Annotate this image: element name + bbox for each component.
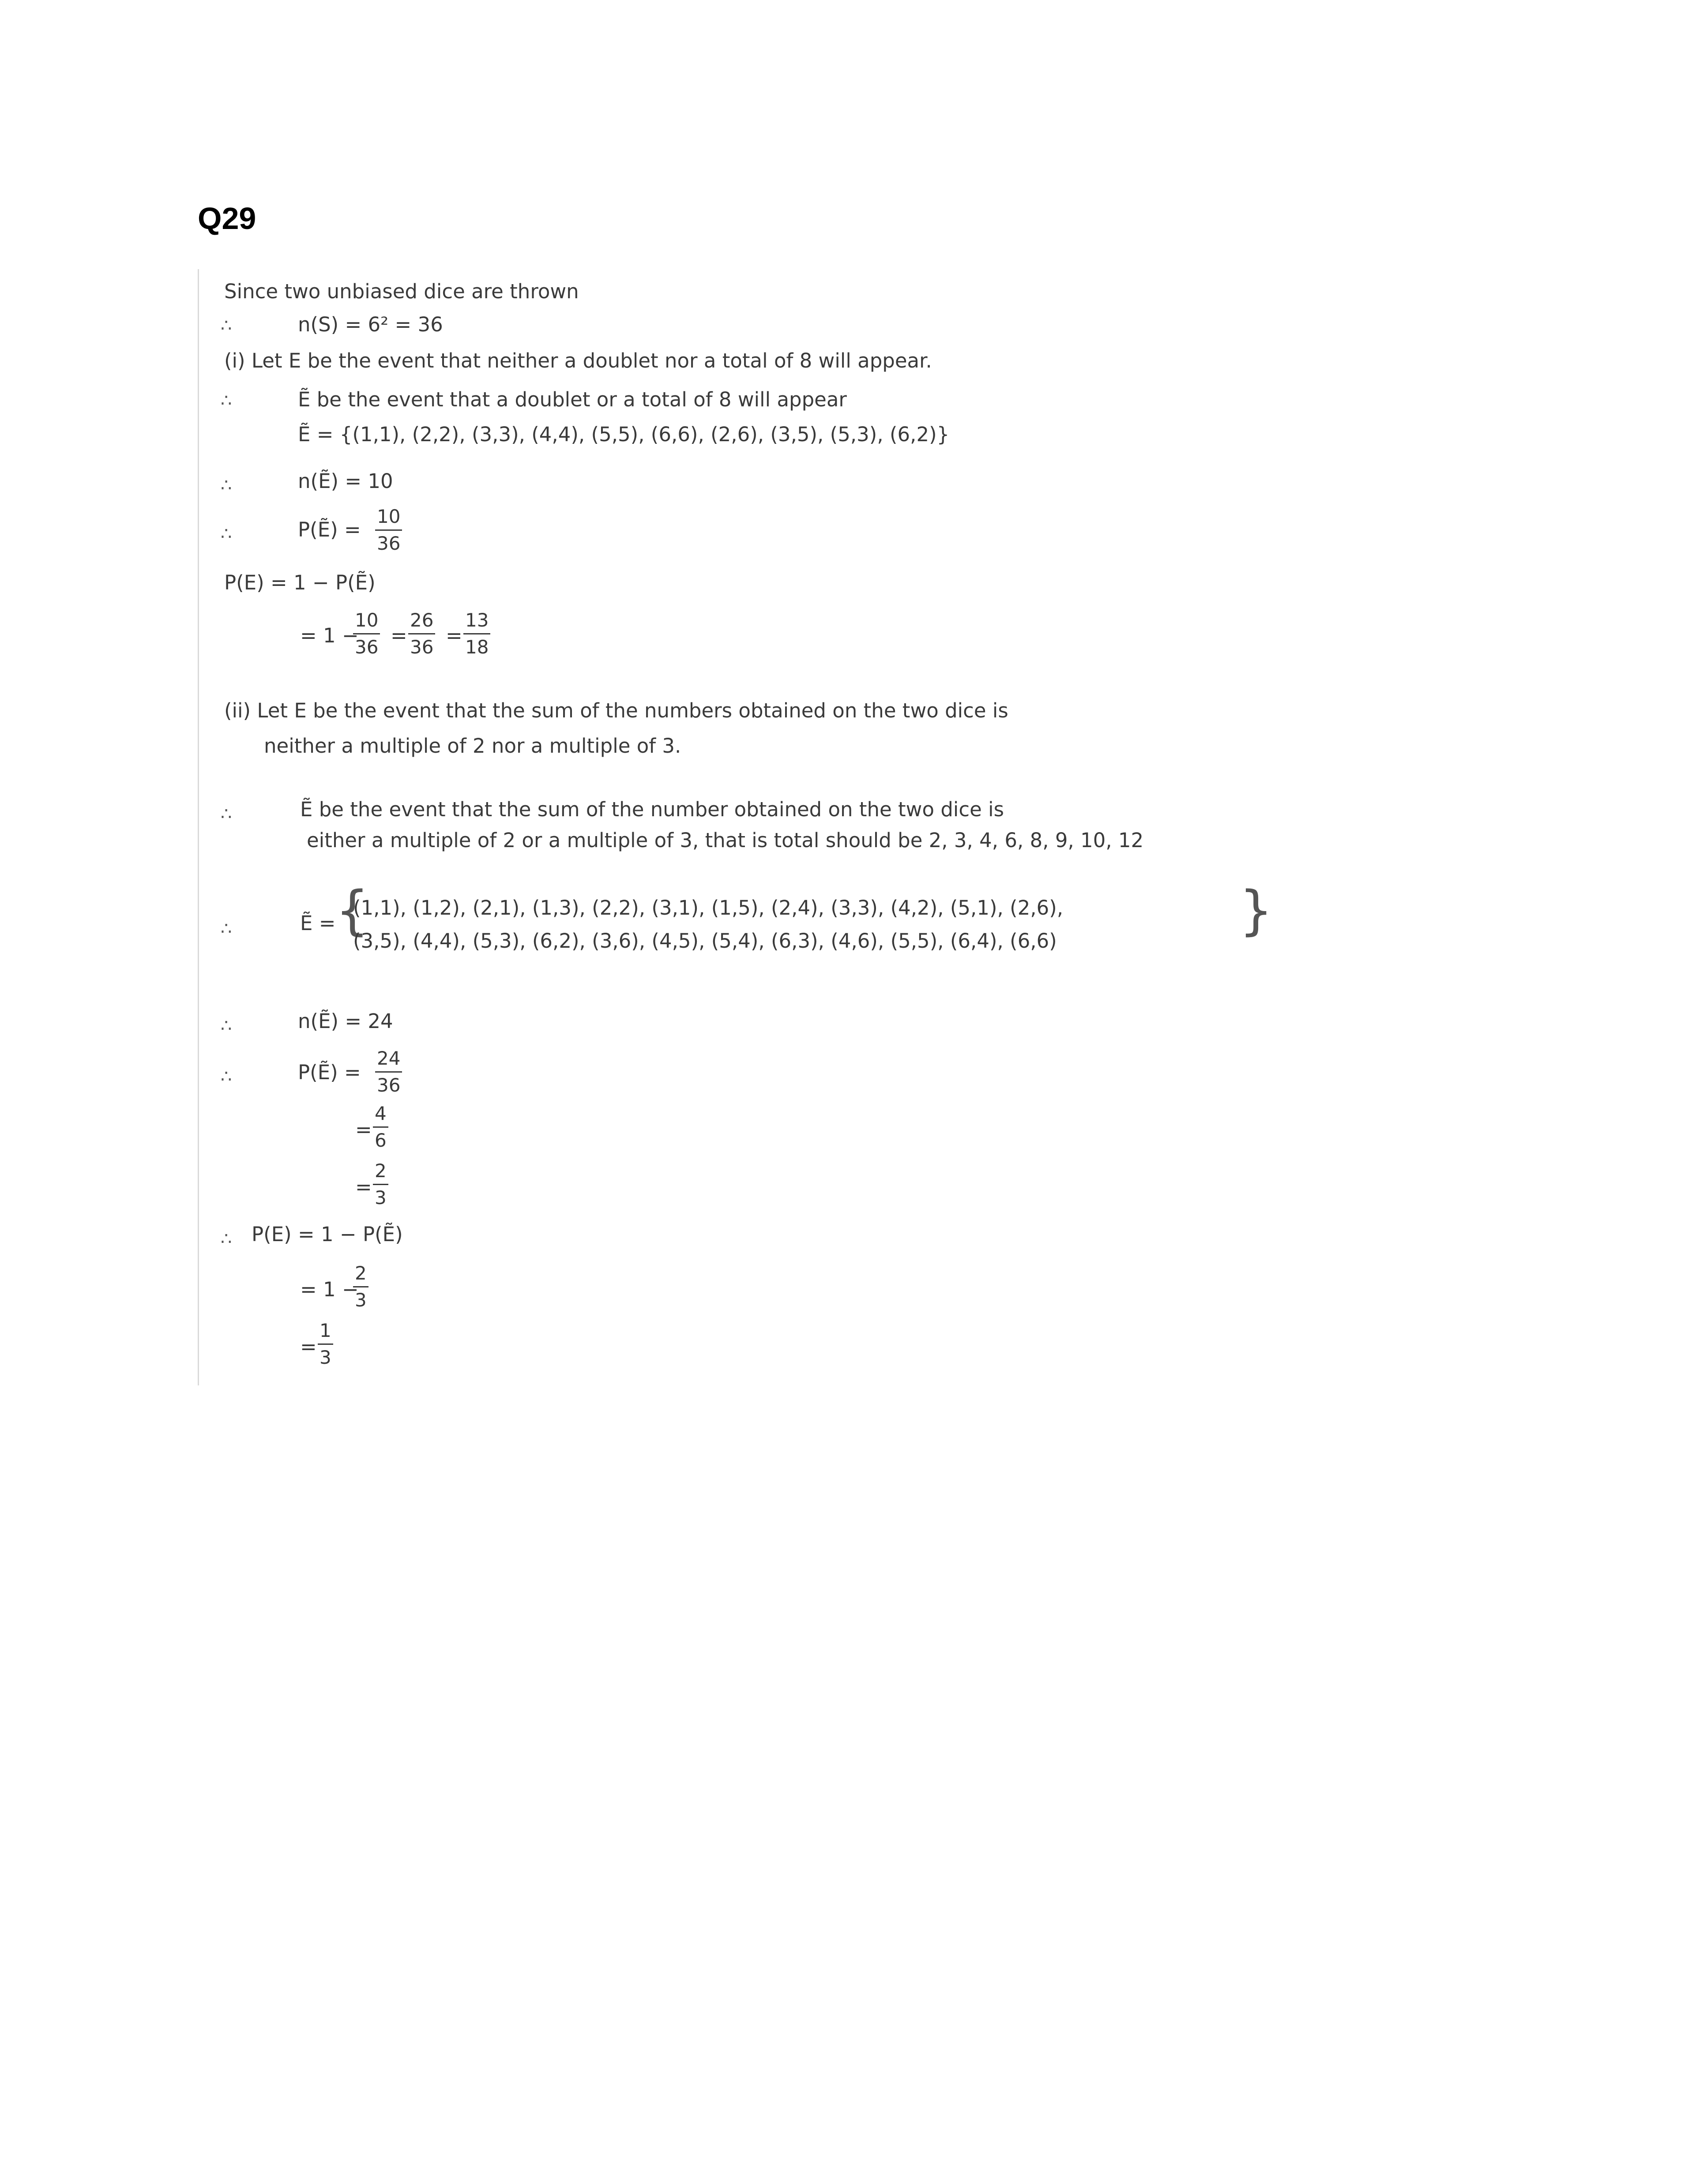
fraction <box>353 1264 368 1310</box>
sample-space-size: n(S) = 6² = 36 <box>298 313 443 336</box>
part2-p-complement-lhs: P(Ẽ) = <box>298 1061 361 1084</box>
fraction <box>375 507 402 553</box>
fraction <box>375 1049 402 1095</box>
part2-set-row2: (3,5), (4,4), (5,3), (6,2), (3,6), (4,5), (5,4), (6,3), (4,6), (5,5), (6,4), (6,6) <box>353 929 1057 953</box>
part1-n-complement: n(Ẽ) = 10 <box>298 469 393 493</box>
therefore-symbol: ∴ <box>221 804 232 824</box>
question-label: Q29 <box>198 201 256 236</box>
calc-prefix: = 1 − <box>300 624 359 647</box>
calc-prefix: = 1 − <box>300 1278 359 1301</box>
fraction <box>353 611 380 657</box>
intro-text: Since two unbiased dice are thrown <box>224 280 579 303</box>
denominator: 3 <box>318 1343 333 1367</box>
part2-complement-lhs: Ẽ = <box>300 912 336 935</box>
part1-complement-set: Ẽ = {(1,1), (2,2), (3,3), (4,4), (5,5), (6,6), (2,6), (3,5), (5,3), (6,2)} <box>298 423 950 446</box>
therefore-symbol: ∴ <box>221 390 232 411</box>
fraction <box>318 1321 333 1367</box>
numerator: 2 <box>355 1262 367 1284</box>
therefore-symbol: ∴ <box>221 1229 232 1249</box>
denominator: 36 <box>375 1071 402 1095</box>
denominator: 36 <box>375 529 402 553</box>
part2-complement-definition-line1: Ẽ be the event that the sum of the number obtained on the two dice is <box>300 798 1004 821</box>
fraction <box>463 611 490 657</box>
fraction <box>373 1104 388 1150</box>
denominator: 3 <box>373 1184 388 1207</box>
therefore-symbol: ∴ <box>221 524 232 544</box>
denominator: 36 <box>408 633 435 657</box>
equals-sign: = <box>391 624 407 647</box>
part2-complement-definition-line2: either a multiple of 2 or a multiple of 3, that is total should be 2, 3, 4, 6, 8, 9, 10, 12 <box>307 829 1144 852</box>
fraction <box>408 611 435 657</box>
therefore-symbol: ∴ <box>221 919 232 939</box>
part2-statement-line1: (ii) Let E be the event that the sum of the numbers obtained on the two dice is <box>224 699 1008 722</box>
set-close-brace: } <box>1239 880 1273 942</box>
therefore-symbol: ∴ <box>221 1016 232 1036</box>
numerator: 2 <box>375 1160 387 1182</box>
numerator: 1 <box>320 1320 331 1341</box>
numerator: 4 <box>375 1103 387 1124</box>
part1-pe-formula: P(E) = 1 − P(Ẽ) <box>224 571 376 594</box>
therefore-symbol: ∴ <box>221 1066 232 1087</box>
set-open-brace: { <box>335 880 369 942</box>
numerator: 26 <box>410 609 434 631</box>
numerator: 10 <box>355 609 379 631</box>
part1-complement-definition: Ẽ be the event that a doublet or a total of 8 will appear <box>298 388 847 411</box>
therefore-symbol: ∴ <box>221 315 232 336</box>
equals-sign: = <box>446 624 462 647</box>
part1-p-complement-lhs: P(Ẽ) = <box>298 518 361 541</box>
part2-statement-line2: neither a multiple of 2 nor a multiple of 3. <box>264 734 681 758</box>
equals-sign: = <box>355 1118 372 1141</box>
solution-border <box>198 269 199 1385</box>
denominator: 3 <box>353 1286 368 1310</box>
numerator: 13 <box>465 609 489 631</box>
equals-sign: = <box>355 1175 372 1199</box>
denominator: 6 <box>373 1126 388 1150</box>
numerator: 24 <box>377 1047 401 1069</box>
fraction <box>373 1162 388 1207</box>
equals-sign: = <box>300 1335 317 1358</box>
part2-pe-formula: P(E) = 1 − P(Ẽ) <box>252 1223 403 1246</box>
denominator: 36 <box>353 633 380 657</box>
part1-statement: (i) Let E be the event that neither a doublet nor a total of 8 will appear. <box>224 349 932 372</box>
therefore-symbol: ∴ <box>221 475 232 495</box>
part2-set-row1: (1,1), (1,2), (2,1), (1,3), (2,2), (3,1), (1,5), (2,4), (3,3), (4,2), (5,1), (2,6), <box>353 896 1064 919</box>
numerator: 10 <box>377 506 401 527</box>
part2-n-complement: n(Ẽ) = 24 <box>298 1009 393 1033</box>
denominator: 18 <box>463 633 490 657</box>
